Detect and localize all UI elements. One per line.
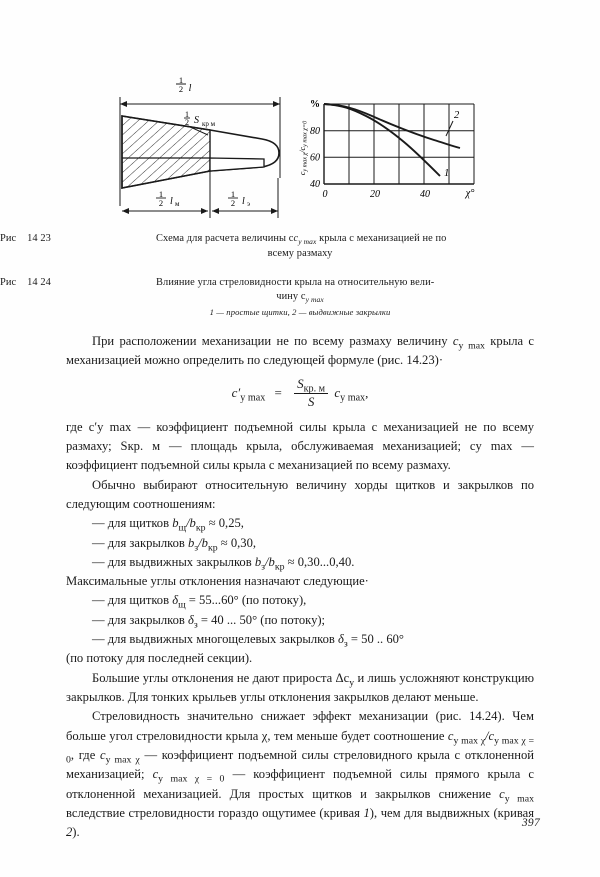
list-1-math-2 bbox=[254, 554, 285, 573]
list-1-sym-2: b bbox=[254, 554, 262, 569]
paragraph-6-text-a: Большие углы отклонения не дают прироста Δc bbox=[92, 670, 350, 685]
list-2-dash-1: — bbox=[92, 612, 105, 627]
caption-14-23-line2: всему размаху bbox=[267, 247, 333, 259]
sweep-chart-svg bbox=[294, 96, 499, 216]
list-2-text-b-0: = 55...60° (по потоку), bbox=[185, 593, 307, 608]
svg-text:cy max χ/cy max χ=0: cy max χ/cy max χ=0 bbox=[298, 120, 309, 176]
label-mech-area-sub: кр м bbox=[202, 120, 216, 128]
list-2-text-a-2: для выдвижных многощелевых закрылков bbox=[107, 632, 338, 647]
paragraph-6-text-b: и лишь усложняют конструкцию закрылков. Для тонких крыльев углы отклонения закрылков делают меньше. bbox=[66, 670, 534, 705]
list-2-sub-1: з bbox=[193, 619, 198, 631]
paragraph-1-math: $c_{y max}$ bbox=[452, 334, 485, 352]
list-1-text-a-0: для щитков bbox=[107, 516, 173, 531]
paragraph-7-math-c-sub: y max χ bbox=[105, 754, 140, 766]
paragraph-5: (по потоку для последней секции). bbox=[66, 651, 253, 666]
label-le-num: 1 bbox=[230, 189, 236, 199]
label-half-span-num: 1 bbox=[178, 75, 184, 85]
list-1-sym-0: b bbox=[172, 516, 179, 531]
caption-14-24-text-a: чину c bbox=[276, 291, 306, 303]
list-2-dash-0: — bbox=[92, 593, 105, 608]
list-1-item-1 bbox=[66, 534, 534, 553]
label-lm-den: 2 bbox=[158, 198, 164, 208]
figure-captions bbox=[0, 232, 600, 331]
list-1-sym-b-1: /b bbox=[198, 535, 208, 550]
list-1-sub-b-1: кр bbox=[207, 542, 218, 554]
caption-14-24 bbox=[0, 276, 600, 318]
chart-xtick-20: 20 bbox=[370, 189, 380, 200]
label-mech-area-num: 1 bbox=[185, 110, 189, 119]
figure-sweep-chart bbox=[294, 96, 499, 216]
list-2-text-a-1: для закрылков bbox=[107, 612, 188, 627]
chart-ytick-40: 40 bbox=[310, 179, 320, 190]
wing-planform-svg bbox=[112, 75, 302, 226]
paragraph-7-math-d-sub: y max χ = 0 bbox=[158, 773, 225, 785]
label-le: l bbox=[242, 196, 245, 207]
formula-1-numerator bbox=[294, 377, 328, 394]
label-mech-area: S bbox=[194, 115, 199, 126]
chart-curve-1 bbox=[324, 104, 440, 176]
list-2-dash-2: — bbox=[92, 632, 105, 647]
paragraph-7-text-d: — коэффициент подъемной силы прямого крыла с отклоненной механизацией. Для простых щитков и закрылков снижение bbox=[66, 767, 534, 801]
label-le-sub: э bbox=[247, 200, 251, 208]
paragraph-7-curve-1: 1 bbox=[363, 806, 370, 821]
paragraph-7-text-e: вследствие стреловидности гораздо ощутимее (кривая bbox=[66, 806, 364, 821]
paragraph-7-text-a: Стреловидность значительно снижает эффект механизации (рис. 14.24). Чем больше угол стреловидности крыла χ, тем меньше будет соотношение bbox=[66, 709, 534, 743]
formula-1-lhs-sub: y max bbox=[240, 392, 266, 404]
list-2-math-0 bbox=[172, 593, 186, 611]
list-2-sym-1: δ bbox=[187, 612, 194, 627]
formula-1-comma: , bbox=[365, 385, 369, 401]
paragraph-7-math-a-sub: y max χ bbox=[453, 735, 486, 747]
paragraph-7-math-c-sym: c bbox=[100, 748, 106, 763]
paragraph-7-math-e-sub: y max bbox=[504, 793, 534, 805]
paragraph-7-math-a-sym: c bbox=[447, 728, 454, 743]
list-2-math-1 bbox=[187, 612, 198, 631]
paragraph-7-slash: /c bbox=[485, 728, 495, 743]
list-2-item-2 bbox=[66, 630, 534, 649]
caption-legend-text: 1 — простые щитки, 2 — выдвижные закрылки bbox=[209, 307, 391, 318]
list-2-sub-2: з bbox=[343, 638, 348, 650]
list-2-text-b-1: = 40 ... 50° (по потоку); bbox=[197, 612, 326, 627]
list-1-math-0 bbox=[172, 516, 206, 534]
figure-wing-planform bbox=[112, 75, 302, 226]
list-1-dash-1: — bbox=[92, 535, 105, 550]
paragraph-4: Максимальные углы отклонения назначают следующие· bbox=[66, 574, 369, 589]
paragraph-1-math-sub: y max bbox=[458, 340, 485, 352]
list-2-text-b-2: = 50 .. 60° bbox=[347, 632, 404, 647]
formula-1-lhs bbox=[231, 385, 266, 404]
list-1-text-a-2: для выдвижных закрылков bbox=[107, 554, 255, 569]
paragraph-7 bbox=[66, 707, 534, 842]
body-text bbox=[66, 332, 534, 843]
formula-1-denominator: S bbox=[307, 393, 315, 409]
caption-number-text-2: 14 24 bbox=[27, 276, 51, 288]
paragraph-7-math-c bbox=[100, 748, 140, 766]
formula-1-num-sym: S bbox=[297, 375, 304, 391]
list-1-sub-b-0: кр bbox=[195, 522, 206, 534]
chart-ytick-percent: % bbox=[310, 99, 320, 110]
paragraph-7-math-b-sub: y max χ = 0 bbox=[66, 735, 534, 766]
list-1-text-a-1: для закрылков bbox=[107, 535, 188, 550]
paragraph-7-math-e-sym: c bbox=[499, 786, 505, 801]
aileron-box bbox=[210, 158, 264, 171]
caption-number-text: 14 23 bbox=[27, 233, 51, 244]
paragraph-7-math-d-sym: c bbox=[152, 767, 159, 782]
list-2-item-1 bbox=[66, 611, 534, 630]
list-1-sub-0: щ bbox=[178, 522, 187, 534]
caption-14-23 bbox=[0, 232, 600, 262]
chart-ytick-80: 80 bbox=[310, 126, 320, 137]
figures-row bbox=[0, 75, 600, 228]
paragraph-2: где c′y max — коэффициент подъемной силы крыла с механизацией не по всему размаху; Sкр. м — площадь крыла, обслуживаемая механизацией; cy max — коэффициент подъемной силы крыла с механизацией по всему размаху. bbox=[66, 419, 534, 473]
chart-ytick-60: 60 bbox=[310, 152, 320, 164]
paragraph-7-math-d bbox=[152, 767, 225, 785]
caption-14-24-sub: y max bbox=[305, 295, 324, 305]
caption-14-23-line1 bbox=[0, 232, 600, 247]
caption-prefix-text: Рис bbox=[0, 233, 17, 244]
list-1-item-2 bbox=[66, 553, 534, 572]
caption-14-23-text-a: Схема для расчета величины c bbox=[156, 233, 294, 244]
caption-14-24-line2 bbox=[0, 290, 600, 305]
list-2-sym-2: δ bbox=[338, 632, 344, 647]
paragraph-7-text-b: , где bbox=[70, 748, 100, 763]
page-number: 397 bbox=[521, 817, 540, 829]
paragraph-6 bbox=[66, 669, 534, 708]
chart-xtick-40: 40 bbox=[420, 189, 430, 200]
chart-xaxis-label: χ° bbox=[465, 188, 475, 199]
label-lm-num: 1 bbox=[158, 189, 164, 199]
caption-14-24-legend bbox=[0, 307, 600, 317]
label-lm: l bbox=[170, 196, 173, 207]
list-1-sub-b-2: кр bbox=[274, 561, 285, 573]
caption-14-23-body: Схема для расчета величины $cc_{y max}$ крыла с механизацией не по bbox=[156, 233, 447, 247]
caption-14-24-prefix bbox=[0, 276, 51, 291]
list-1-sub-1: з bbox=[194, 542, 199, 554]
paragraph-7-text-g: ). bbox=[72, 825, 80, 840]
formula-1-rhs bbox=[334, 385, 366, 404]
paragraph-7-curve-2: 2 bbox=[66, 825, 73, 840]
formula-1-rhs-sym: c bbox=[334, 385, 341, 401]
formula-1-lhs-sym: c′ bbox=[231, 385, 241, 401]
formula-1-rhs-sub: y max bbox=[340, 392, 366, 404]
formula-1-num-sub: кр. м bbox=[303, 383, 326, 395]
list-1-sym-1: b bbox=[187, 535, 195, 550]
mechanised-area-hatch bbox=[122, 116, 210, 188]
list-1-text-b-2: ≈ 0,30...0,40. bbox=[284, 554, 355, 569]
formula-1 bbox=[66, 375, 534, 411]
list-1-dash-0: — bbox=[92, 516, 105, 531]
label-mech-area-den: 2 bbox=[185, 118, 189, 127]
paragraph-6-sub-a: y bbox=[349, 677, 355, 689]
caption-14-24-line1 bbox=[0, 276, 600, 291]
list-1-sym-b-0: /b bbox=[186, 516, 196, 531]
list-1-sub-2: з bbox=[261, 561, 266, 573]
caption-14-23-text-b: крыла с механизацией не по bbox=[316, 233, 447, 244]
label-half-span: l bbox=[188, 83, 192, 94]
paragraph-7-text-c: — коэффициент подъемной силы стреловидного крыла с отклоненной механизацией; bbox=[66, 748, 535, 782]
list-2-sym-0: δ bbox=[172, 593, 179, 608]
list-2-item-0 bbox=[66, 591, 534, 610]
list-1-item-0 bbox=[66, 514, 534, 533]
caption-14-24-body: Влияние угла стреловидности крыла на относительную вели- bbox=[156, 276, 435, 288]
list-1-dash-2: — bbox=[92, 554, 105, 569]
list-2-math-2 bbox=[338, 632, 348, 650]
label-le-den: 2 bbox=[230, 198, 236, 208]
list-1-math-1 bbox=[187, 535, 218, 554]
list-1-sym-b-2: /b bbox=[265, 554, 275, 569]
list-1-text-b-0: ≈ 0,25, bbox=[205, 516, 244, 531]
chart-xtick-0: 0 bbox=[322, 189, 328, 200]
paragraph-7-math-e bbox=[499, 786, 534, 805]
caption-14-23-prefix bbox=[0, 232, 51, 247]
formula-1-eq: = bbox=[274, 385, 282, 401]
list-2-sub-0: щ bbox=[178, 600, 186, 611]
list-2-text-a-0: для щитков bbox=[107, 593, 173, 608]
chart-curve-2-label: 2 bbox=[454, 110, 460, 121]
list-1-text-b-1: ≈ 0,30, bbox=[217, 535, 257, 550]
paragraph-7-text-f: ), чем для выдвижных (кривая bbox=[369, 806, 534, 821]
label-lm-sub: м bbox=[175, 200, 180, 208]
chart-curve-1-label: 1 bbox=[444, 168, 450, 179]
paragraph-1-text-b: крыла с механизацией можно определить по следующей формуле (рис. 14.23)· bbox=[66, 334, 534, 368]
paragraph-1 bbox=[66, 332, 534, 371]
caption-14-23-sub: y max bbox=[298, 237, 317, 247]
caption-prefix-text-2: Рис bbox=[0, 276, 17, 288]
label-half-span-den: 2 bbox=[178, 84, 184, 94]
chart-yaxis-label bbox=[298, 120, 309, 175]
paragraph-3: Обычно выбирают относительную величину хорды щитков и закрылков по следующим соотношениям: bbox=[66, 477, 534, 511]
formula-1-fraction bbox=[294, 377, 328, 410]
paragraph-1-text-a: При расположении механизации не по всему размаху величину bbox=[92, 334, 453, 348]
chart-curve-2 bbox=[324, 104, 460, 148]
